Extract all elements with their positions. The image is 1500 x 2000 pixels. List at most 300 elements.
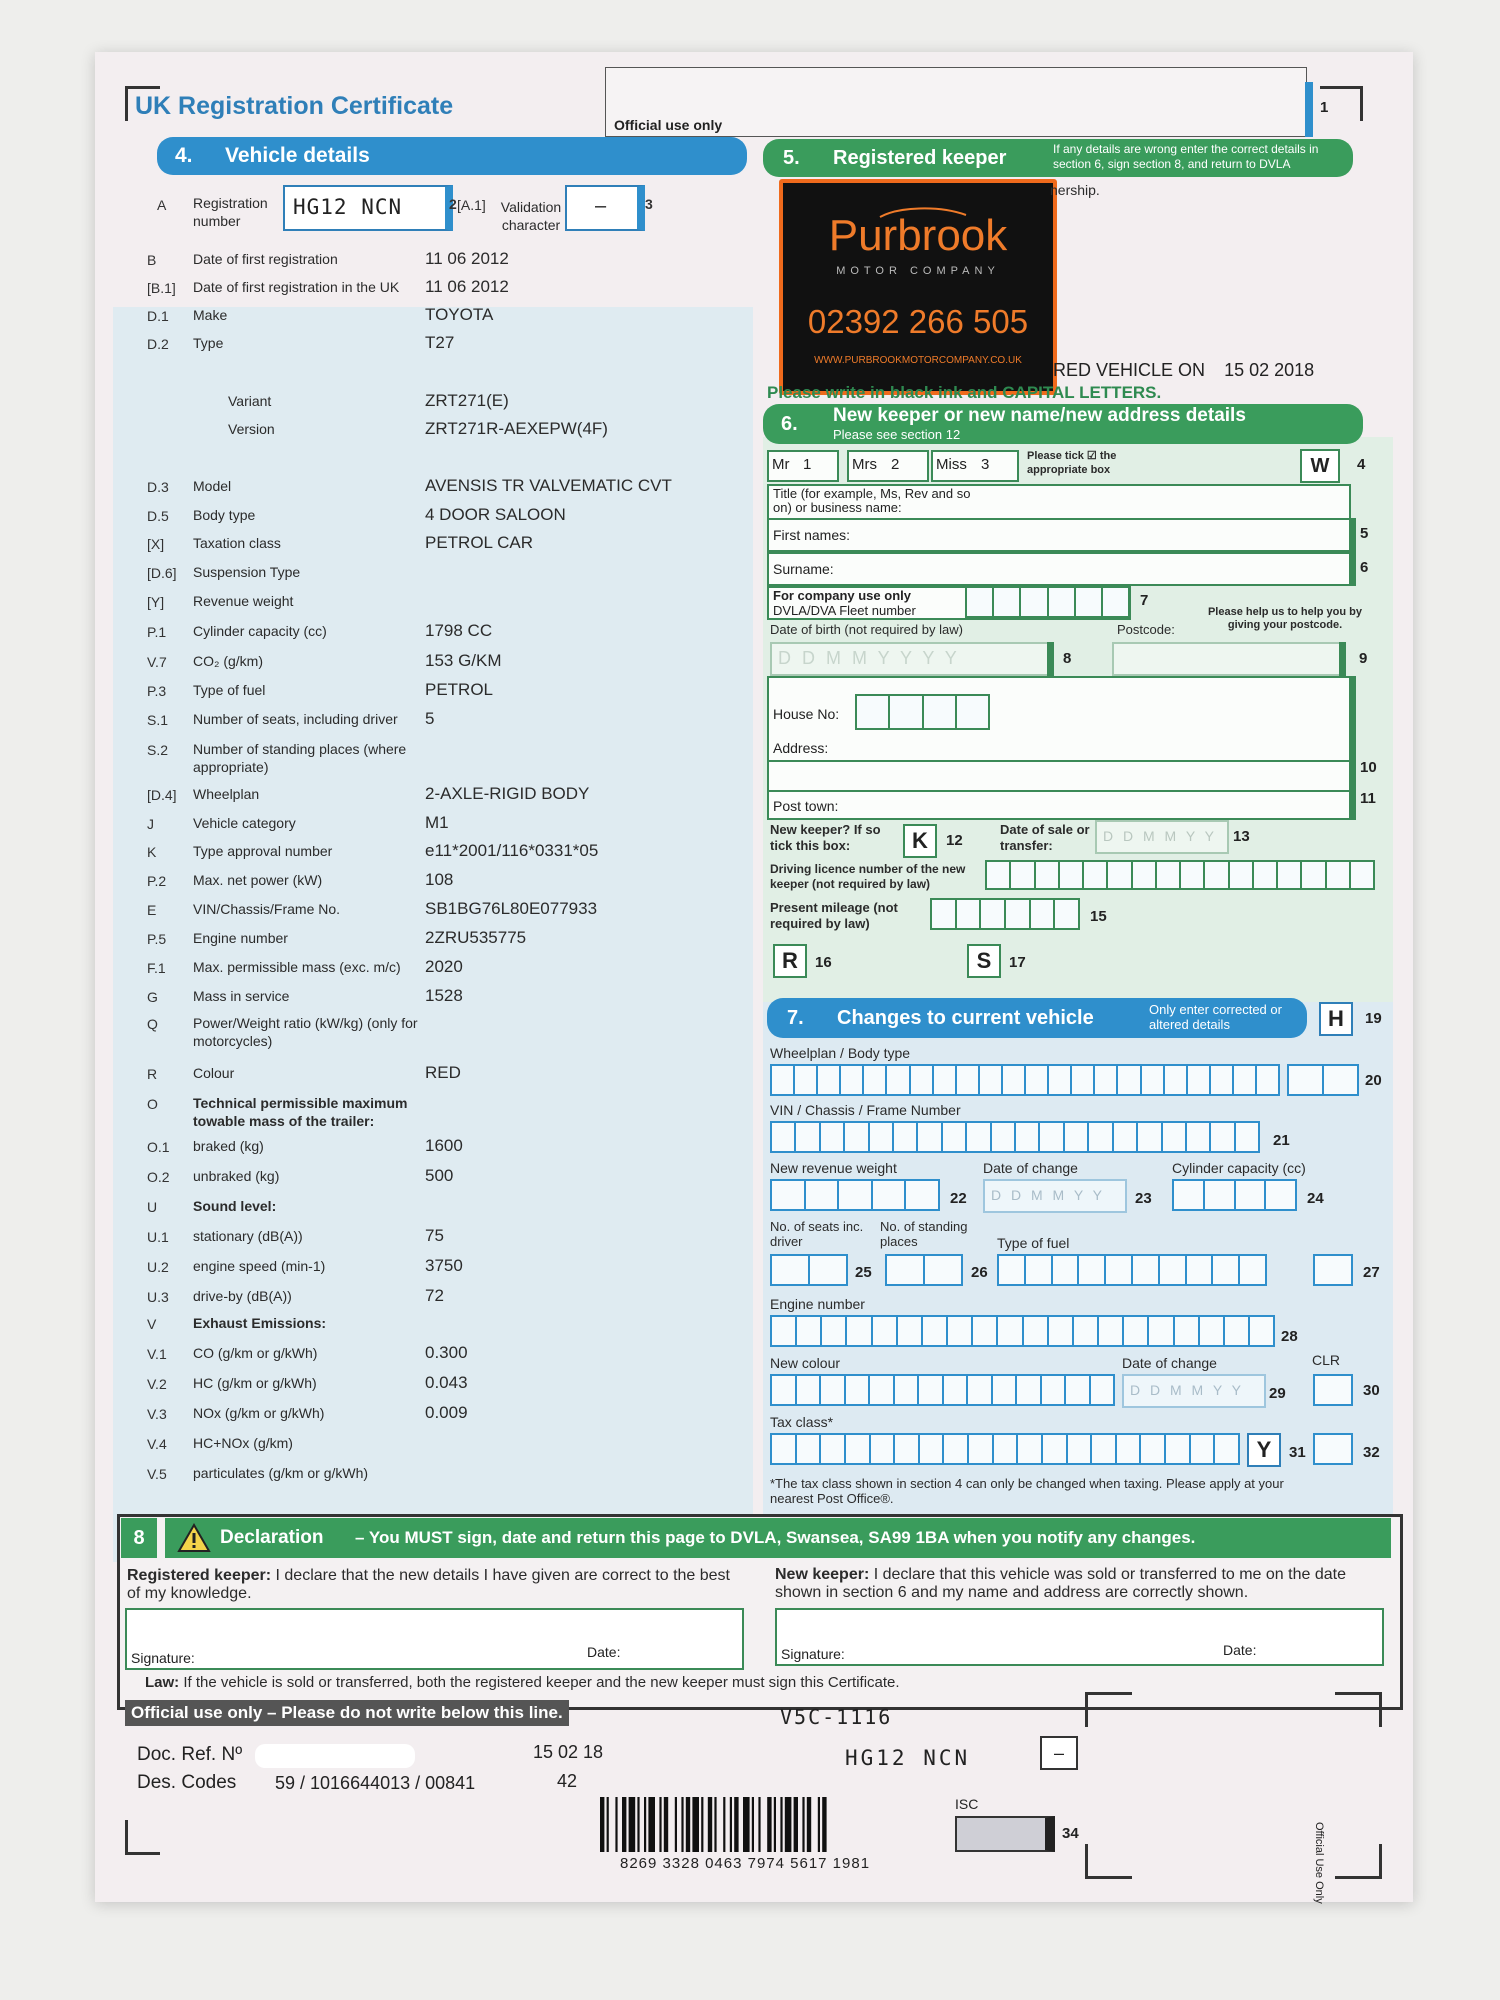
barcode-bar	[615, 1797, 617, 1852]
vehicle-field-label: Mass in service	[193, 988, 290, 1004]
crop-mark-footer-left	[1085, 1692, 1132, 1727]
isc-label: ISC	[955, 1796, 979, 1812]
vehicle-field-code: [D.6]	[147, 565, 177, 581]
side-official-text: Official Use Only	[1313, 1822, 1325, 1904]
seats-num: 25	[855, 1264, 872, 1281]
vehicle-field-label: Max. net power (kW)	[193, 872, 323, 888]
crop-mark-bottom-left	[125, 1820, 160, 1855]
crop-mark-bottom-mid	[1085, 1844, 1132, 1879]
w-box-num: 4	[1357, 456, 1366, 473]
engine-label: Engine number	[770, 1296, 865, 1312]
vehicle-field-code: [Y]	[147, 594, 165, 610]
vehicle-field-value: PETROL	[425, 680, 494, 699]
vehicle-field-label: Taxation class	[193, 535, 281, 551]
tax-code-num: 32	[1363, 1444, 1380, 1461]
section6-number: 6.	[781, 413, 798, 435]
vehicle-field-label: CO (g/km or g/kWh)	[193, 1345, 318, 1361]
address-label: Address:	[773, 740, 829, 756]
mileage-label: Present mileage (not required by law)	[770, 900, 898, 931]
vehicle-field-code: V.3	[147, 1406, 167, 1422]
barcode-bar	[794, 1797, 798, 1852]
vehicle-field-code: D.3	[147, 479, 169, 495]
surname-label: Surname:	[773, 561, 834, 577]
clr-input[interactable]	[1313, 1374, 1353, 1406]
validation-code: [A.1]	[457, 197, 486, 213]
vehicle-field-label: Type	[193, 335, 224, 351]
engine-input[interactable]	[770, 1315, 1275, 1347]
dealer-url: WWW.PURBROOKMOTORCOMPANY.CO.UK	[814, 355, 1022, 366]
nk-signature-box[interactable]	[775, 1608, 1384, 1666]
law-text: If the vehicle is sold or transferred, both the registered keeper and the new keeper must sign this Certificate.	[183, 1674, 900, 1691]
nk-declaration	[775, 1566, 1385, 1602]
dealer-subtitle: MOTOR COMPANY	[836, 265, 1000, 277]
des-codes-label: Des. Codes	[137, 1772, 237, 1793]
y-num: 31	[1289, 1444, 1306, 1461]
acquired-date: 15 02 2018	[1224, 360, 1315, 380]
vehicle-field-code: S.2	[147, 742, 169, 758]
law-bold: Law:	[145, 1674, 180, 1691]
vehicle-field-code: U.3	[147, 1289, 169, 1305]
town-label: Post town:	[773, 798, 839, 814]
vehicle-field-code: U.1	[147, 1229, 169, 1245]
barcode-bar	[600, 1797, 604, 1852]
vehicle-field-code: G	[147, 989, 158, 1005]
rev-weight-label: New revenue weight	[770, 1160, 897, 1176]
address-line[interactable]	[769, 760, 1349, 792]
section6-header	[763, 404, 1363, 444]
tick-note: Please tick ☑ the appropriate box	[1027, 450, 1117, 476]
vehicle-field-code: S.1	[147, 712, 169, 728]
rk-bold: Registered keeper:	[127, 1567, 272, 1584]
miss-option[interactable]	[931, 450, 1019, 482]
barcode-bar	[780, 1797, 782, 1852]
vehicle-field-code: B	[147, 252, 157, 268]
cylinder-num: 24	[1307, 1190, 1324, 1207]
vehicle-field-value: 75	[425, 1226, 444, 1245]
car-outline-icon	[878, 205, 968, 219]
house-label: House No:	[773, 706, 840, 722]
tax-footnote: *The tax class shown in section 4 can only be changed when taxing. Please apply at your nearest Post Office®.	[770, 1476, 1284, 1506]
wheelplan-label: Wheelplan / Body type	[770, 1045, 911, 1061]
des-codes-num: 42	[557, 1771, 578, 1791]
s-box[interactable]: S	[967, 944, 1001, 978]
vehicle-field-value: SB1BG76L80E077933	[425, 899, 598, 918]
doc-date: 15 02 18	[533, 1742, 604, 1762]
barcode-bar	[644, 1797, 646, 1852]
validation-box	[565, 185, 645, 231]
barcode-bar	[607, 1797, 609, 1852]
footer-validation-box	[1040, 1736, 1078, 1770]
sale-date-placeholder: D D M M Y Y	[1103, 828, 1217, 844]
isc-box[interactable]	[955, 1816, 1055, 1852]
isc-num: 34	[1062, 1825, 1079, 1842]
new-keeper-question: New keeper? If so tick this box:	[770, 822, 881, 853]
vehicle-field-code: [D.4]	[147, 787, 177, 803]
vehicle-field-value: T27	[425, 333, 455, 352]
vehicle-field-code: O	[147, 1096, 158, 1112]
licence-label: Driving licence number of the new keeper (not required by law)	[770, 862, 966, 891]
nk-text: I declare that this vehicle was sold or transferred to me on the date shown in section 6 and my name and address are correctly shown.	[775, 1566, 1346, 1601]
fuel-input[interactable]	[997, 1254, 1267, 1286]
s-num: 17	[1009, 954, 1026, 971]
barcode-bar	[648, 1797, 655, 1852]
declaration-header	[165, 1518, 1391, 1558]
vehicle-field-value: TOYOTA	[425, 305, 494, 324]
barcode-bar	[774, 1797, 776, 1852]
doc-ref-label: Doc. Ref. Nº	[137, 1744, 243, 1765]
vehicle-field-label: Engine number	[193, 930, 288, 946]
vehicle-field-value: 108	[425, 870, 454, 889]
section7-title: Changes to current vehicle	[837, 1007, 1094, 1029]
vehicle-field-value: 0.009	[425, 1403, 468, 1422]
section6-subtitle: Please see section 12	[833, 427, 961, 442]
seats-input[interactable]	[770, 1254, 848, 1286]
section5-note: If any details are wrong enter the correct details in section 6, sign section 8, and return to DVLA	[1053, 142, 1319, 171]
validation-box-num: 3	[645, 196, 653, 212]
vehicle-field-label: braked (kg)	[193, 1138, 264, 1154]
tax-input[interactable]	[770, 1433, 1240, 1465]
licence-input[interactable]	[985, 860, 1375, 890]
vehicle-field-label: Version	[228, 421, 275, 437]
standing-input[interactable]	[885, 1254, 963, 1286]
page-number: 1	[1320, 99, 1329, 116]
colour-date-label: Date of change	[1122, 1355, 1217, 1371]
vehicle-field-code: V.7	[147, 654, 167, 670]
rev-weight-num: 22	[950, 1190, 967, 1207]
vehicle-field-code: R	[147, 1066, 158, 1082]
mr-label: Mr	[772, 456, 790, 473]
barcode-bar	[629, 1797, 636, 1852]
vehicle-field-label: Number of seats, including driver	[193, 711, 398, 727]
fleet-label: DVLA/DVA Fleet number	[773, 603, 916, 618]
vehicle-field-value: 2-AXLE-RIGID BODY	[425, 784, 590, 803]
validation-character: –	[595, 195, 607, 217]
declaration-title: Declaration	[220, 1527, 324, 1548]
page-number-bar	[1305, 82, 1313, 137]
mr-option[interactable]	[767, 450, 839, 482]
vehicle-field-code: P.5	[147, 931, 167, 947]
surname-num: 6	[1360, 559, 1369, 576]
vehicle-field-code: K	[147, 844, 157, 860]
colour-num: 29	[1269, 1385, 1286, 1402]
vehicle-field-value: 11 06 2012	[425, 249, 509, 268]
sale-date-input[interactable]	[1095, 820, 1229, 854]
vehicle-field-code: Q	[147, 1016, 158, 1032]
vehicle-field-label: VIN/Chassis/Frame No.	[193, 901, 341, 917]
tax-label: Tax class*	[770, 1414, 834, 1430]
barcode-bar	[686, 1797, 690, 1852]
vehicle-field-label: Technical permissible maximum towable mass of the trailer:	[193, 1095, 408, 1129]
vehicle-field-label: drive-by (dB(A))	[193, 1288, 292, 1304]
form-code: V5C-1116	[780, 1705, 893, 1729]
vehicle-field-value: 0.043	[425, 1373, 468, 1392]
vehicle-field-label: Type of fuel	[193, 682, 266, 698]
mrs-num: 2	[891, 456, 900, 473]
vehicle-field-label: Make	[193, 307, 228, 323]
vehicle-field-code: V.2	[147, 1376, 167, 1392]
vehicle-field-value: 1798 CC	[425, 621, 493, 640]
vehicle-field-label: Vehicle category	[193, 815, 296, 831]
acquired-date-line	[1053, 360, 1314, 381]
mileage-num: 15	[1090, 908, 1107, 925]
fleet-num: 7	[1140, 592, 1149, 609]
barcode-bar	[785, 1797, 792, 1852]
vehicle-field-value: AVENSIS TR VALVEMATIC CVT	[425, 476, 672, 495]
dealer-brand: Purbrook	[828, 211, 1008, 260]
barcode-bar	[622, 1797, 626, 1852]
vehicle-field-label: Type approval number	[193, 843, 333, 859]
rk-signature-box[interactable]	[125, 1608, 744, 1670]
barcode-bar	[637, 1797, 639, 1852]
standing-label: No. of standing places	[880, 1219, 968, 1249]
section7-header	[767, 998, 1307, 1038]
ownership-text: nership.	[1050, 182, 1100, 198]
vehicle-field-label: stationary (dB(A))	[193, 1228, 303, 1244]
reg-box-num: 2	[449, 196, 457, 212]
vehicle-field-value: ZRT271R-AEXEPW(4F)	[425, 419, 608, 438]
vehicle-field-value: 2ZRU535775	[425, 928, 527, 947]
vehicle-field-label: Max. permissible mass (exc. m/c)	[193, 959, 401, 975]
vehicle-field-label: particulates (g/km or g/kWh)	[193, 1465, 369, 1481]
vehicle-field-label: HC+NOx (g/km)	[193, 1435, 293, 1451]
official-use-box	[605, 67, 1307, 137]
footer-validation: –	[1053, 1743, 1064, 1763]
barcode-bar	[708, 1797, 712, 1852]
vehicle-field-label: unbraked (kg)	[193, 1168, 280, 1184]
r-box[interactable]: R	[773, 944, 807, 978]
vehicle-field-label: NOx (g/km or g/kWh)	[193, 1405, 325, 1421]
barcode-bar	[807, 1797, 811, 1852]
vehicle-field-value: 11 06 2012	[425, 277, 509, 296]
fleet-number-input[interactable]	[965, 586, 1130, 618]
vehicle-field-code: [B.1]	[147, 280, 176, 296]
des-codes-value: 59 / 1016644013 / 00841	[275, 1773, 476, 1793]
title-field-label: Title (for example, Ms, Rev and so on) or business name:	[773, 486, 971, 515]
vehicle-field-value: ZRT271(E)	[425, 391, 509, 410]
surname-field[interactable]	[767, 552, 1356, 586]
vehicle-field-code: F.1	[147, 960, 166, 976]
sale-date-label: Date of sale or transfer:	[1000, 822, 1090, 853]
barcode-bar	[767, 1797, 771, 1852]
vehicle-field-value: M1	[425, 813, 449, 832]
vehicle-field-value: PETROL CAR	[425, 533, 534, 552]
vehicle-field-value: 1528	[425, 986, 463, 1005]
fuel-num: 27	[1363, 1264, 1380, 1281]
dob-label: Date of birth (not required by law)	[770, 622, 963, 637]
mrs-label: Mrs	[852, 456, 877, 473]
warning-icon	[177, 1523, 211, 1553]
nk-date-label: Date:	[1223, 1642, 1257, 1658]
vehicle-field-label: Wheelplan	[193, 786, 260, 802]
vehicle-field-value: 153 G/KM	[425, 651, 502, 670]
registration-certificate-page	[95, 52, 1413, 1902]
vehicle-field-label: Model	[193, 478, 232, 494]
vehicle-field-label: Revenue weight	[193, 593, 294, 609]
law-note	[145, 1674, 900, 1691]
colour-input[interactable]	[770, 1374, 1115, 1406]
address-num: 10	[1360, 759, 1377, 776]
cylinder-input[interactable]	[1172, 1179, 1297, 1211]
validation-label: Validation character	[500, 199, 562, 233]
postcode-label: Postcode:	[1117, 622, 1175, 637]
vehicle-field-label: Variant	[228, 393, 272, 409]
vehicle-field-code: P.2	[147, 873, 167, 889]
w-box[interactable]: W	[1300, 449, 1340, 483]
dealer-sticker	[779, 179, 1057, 395]
rk-text: I declare that the new details I have given are correct to the best of my knowledge.	[127, 1567, 730, 1602]
section4-number: 4.	[175, 144, 193, 167]
barcode-bar	[758, 1797, 760, 1852]
first-names-label: First names:	[773, 527, 851, 543]
vehicle-field-label: Colour	[193, 1065, 235, 1081]
dob-input[interactable]	[770, 642, 1049, 676]
doc-ref-redacted	[255, 1744, 415, 1768]
barcode-bar	[802, 1797, 804, 1852]
k-box[interactable]: K	[903, 824, 937, 858]
vehicle-field-value: 3750	[425, 1256, 463, 1275]
vehicle-field-code: U.2	[147, 1259, 169, 1275]
dob-num: 8	[1063, 650, 1072, 667]
barcode-bar	[681, 1797, 683, 1852]
nk-signature-label: Signature:	[781, 1646, 845, 1662]
wheelplan-num: 20	[1365, 1072, 1382, 1089]
barcode-bar	[692, 1797, 699, 1852]
vehicle-field-code: V.5	[147, 1466, 167, 1482]
title-field[interactable]	[767, 484, 1351, 520]
vehicle-field-label: Body type	[193, 507, 256, 523]
postcode-num: 9	[1359, 650, 1368, 667]
dob-bar	[1047, 642, 1054, 676]
fuel-label: Type of fuel	[997, 1235, 1070, 1251]
seats-label: No. of seats inc. driver	[770, 1219, 864, 1249]
vehicle-field-value: 4 DOOR SALOON	[425, 505, 566, 524]
vehicle-field-label: HC (g/km or g/kWh)	[193, 1375, 317, 1391]
date-change-num: 23	[1135, 1190, 1152, 1207]
section7-number: 7.	[787, 1007, 804, 1029]
vehicle-field-code: [X]	[147, 536, 165, 552]
registration-number: HG12 NCN	[293, 195, 403, 219]
dealer-phone: 02392 266 505	[807, 303, 1029, 340]
barcode-bar	[743, 1797, 750, 1852]
vehicle-field-label: Date of first registration	[193, 251, 338, 267]
footer-registration: HG12 NCN	[845, 1746, 971, 1770]
barcode-bar	[714, 1797, 716, 1852]
vehicle-field-label: Number of standing places (where appropriate)	[193, 741, 407, 775]
vehicle-field-label: engine speed (min-1)	[193, 1258, 326, 1274]
vehicle-field-value: 1600	[425, 1136, 463, 1155]
house-number-input[interactable]	[855, 694, 990, 730]
vehicle-field-value: 500	[425, 1166, 454, 1185]
sale-date-num: 13	[1233, 828, 1250, 845]
section6-title: New keeper or new name/new address details	[833, 405, 1246, 426]
crop-mark-footer-right	[1335, 1692, 1382, 1727]
vin-input[interactable]	[770, 1121, 1260, 1153]
section8-number: 8	[133, 1527, 145, 1549]
miss-label: Miss	[936, 456, 967, 473]
vehicle-field-label: Date of first registration in the UK	[193, 279, 400, 295]
vehicle-field-value: RED	[425, 1063, 461, 1082]
dob-placeholder: D D M M Y Y Y Y	[778, 648, 960, 668]
r-num: 16	[815, 954, 832, 971]
vehicle-field-code: D.1	[147, 308, 169, 324]
rev-weight-input[interactable]	[770, 1179, 940, 1211]
y-box[interactable]: Y	[1247, 1433, 1281, 1467]
vehicle-field-value: e11*2001/116*0331*05	[425, 841, 599, 860]
vehicle-field-code: U	[147, 1199, 158, 1215]
tax-code-input[interactable]	[1313, 1433, 1353, 1465]
vehicle-field-code: P.1	[147, 624, 167, 640]
vehicle-field-code: O.1	[147, 1139, 170, 1155]
barcode-bar	[822, 1797, 826, 1852]
colour-label: New colour	[770, 1355, 841, 1371]
barcode	[600, 1797, 902, 1852]
section4-header	[157, 137, 747, 175]
official-banner: Official use only – Please do not write below this line.	[125, 1700, 569, 1726]
vehicle-field-label: CO₂ (g/km)	[193, 653, 263, 669]
mileage-input[interactable]	[930, 898, 1080, 930]
fuel-code-input[interactable]	[1313, 1254, 1353, 1286]
first-names-num: 5	[1360, 525, 1369, 542]
cylinder-label: Cylinder capacity (cc)	[1172, 1160, 1306, 1176]
vehicle-field-code: J	[147, 816, 154, 832]
vehicle-field-label: Sound level:	[193, 1198, 277, 1214]
barcode-bar	[675, 1797, 677, 1852]
colour-date-placeholder: D D M M Y Y	[1130, 1382, 1244, 1398]
h-box[interactable]: H	[1319, 1002, 1353, 1036]
crop-mark-top-right	[1320, 86, 1363, 121]
barcode-bar	[723, 1797, 725, 1852]
vehicle-field-label: Suspension Type	[193, 564, 301, 580]
date-change-placeholder: D D M M Y Y	[991, 1187, 1105, 1203]
wheelplan-input[interactable]	[770, 1064, 1280, 1096]
vehicle-field-value: 72	[425, 1286, 444, 1305]
barcode-bar	[818, 1797, 820, 1852]
vehicle-field-code: V.1	[147, 1346, 167, 1362]
section8-number-box	[121, 1518, 157, 1558]
miss-num: 3	[981, 456, 990, 473]
ink-note: Please write in black ink and CAPITAL LETTERS.	[767, 383, 1162, 402]
mrs-option[interactable]	[847, 450, 929, 482]
vehicle-field-code: E	[147, 902, 157, 918]
postcode-note: Please help us to help you by giving your postcode.	[1207, 606, 1363, 631]
vehicle-field-code: V	[147, 1316, 157, 1332]
section5-title: Registered keeper	[833, 147, 1007, 169]
section5-header	[763, 139, 1353, 177]
postcode-bar	[1339, 642, 1346, 676]
barcode-bar	[701, 1797, 703, 1852]
section5-number: 5.	[783, 147, 800, 169]
date-change-input[interactable]	[983, 1179, 1127, 1213]
standing-num: 26	[971, 1264, 988, 1281]
body-type-input[interactable]	[1287, 1064, 1359, 1096]
first-names-field[interactable]	[767, 518, 1356, 552]
vin-label: VIN / Chassis / Frame Number	[770, 1102, 961, 1118]
address-block	[767, 676, 1356, 820]
crop-mark-bottom-right	[1335, 1844, 1382, 1879]
barcode-bar	[664, 1797, 668, 1852]
mr-num: 1	[803, 456, 812, 473]
reg-code: A	[157, 197, 167, 213]
vehicle-field-label: Power/Weight ratio (kW/kg) (only for motorcycles)	[193, 1015, 418, 1049]
town-num: 11	[1360, 790, 1376, 807]
colour-date-input[interactable]	[1122, 1374, 1266, 1408]
section7-note: Only enter corrected or altered details	[1149, 1002, 1282, 1032]
vehicle-field-code: D.2	[147, 336, 169, 352]
registration-number-box	[283, 185, 453, 231]
vehicle-field-code: V.4	[147, 1436, 167, 1452]
barcode-bar	[752, 1797, 754, 1852]
postcode-input[interactable]	[1112, 642, 1341, 676]
